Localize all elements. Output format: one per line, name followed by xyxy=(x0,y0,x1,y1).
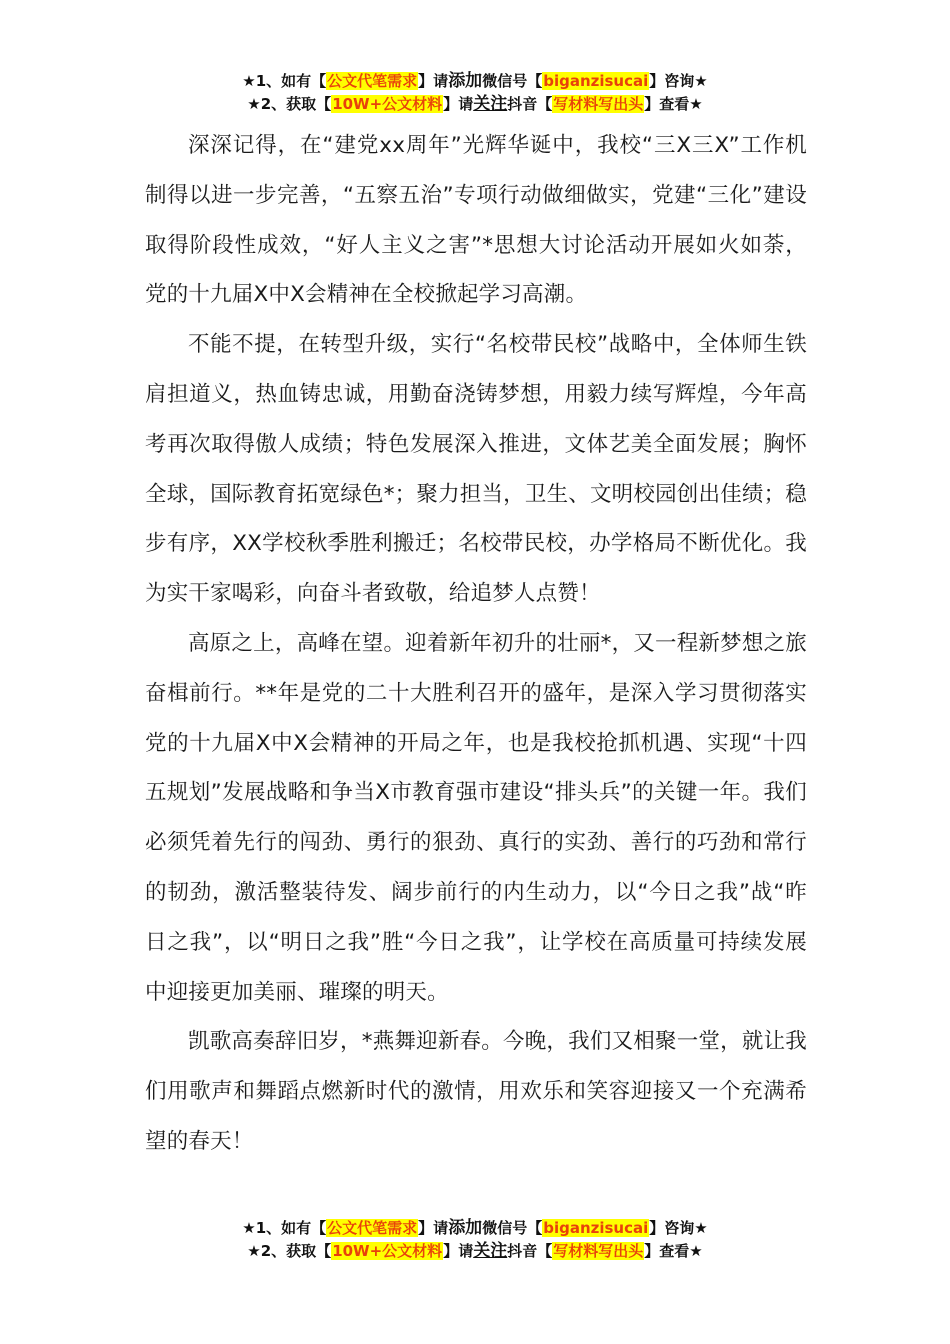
promo-text: ★2、获取【 xyxy=(247,95,332,113)
promo-douyin-id: 写材料写出头 xyxy=(553,95,644,113)
body-paragraph-3: 高原之上，高峰在望。迎着新年初升的壮丽*，又一程新梦想之旅奋楫前行。**年是党的二十大胜利召开的盛年，是深入学习贯彻落实党的十九届X中X会精神的开局之年，也是我校抢抓机遇、实现“十四五规划”发展战略和争当X市教育强市建设“排头兵”的关键一年。我们必须凭着先行的闯劲、勇行的狠劲、真行的实劲、善行的巧劲和常行的韧劲，激活整装待发、阔步前行的内生动力，以“今日之我”战“昨日之我”，以“明日之我”胜“今日之我”，让学校在高质量可持续发展中迎接更加美丽、璀璨的明天。 xyxy=(145,630,807,1005)
promo-douyin-id: 写材料写出头 xyxy=(553,1242,644,1260)
promo-text: ★2、获取【 xyxy=(247,1242,332,1260)
promo-wechat-id: biganzisucai xyxy=(543,72,649,90)
promo-highlight: 公文代笔需求 xyxy=(327,72,418,90)
promo-highlight: 10W+公文材料 xyxy=(332,1242,443,1260)
header-promo-banner xyxy=(0,70,950,116)
promo-wechat-id: biganzisucai xyxy=(543,1219,649,1237)
promo-text: 】咨询★ xyxy=(649,72,708,90)
body-paragraph-1: 深深记得，在“建党xx周年”光辉华诞中，我校“三X三X”工作机制得以进一步完善，“五察五治”专项行动做细做实，党建“三化”建设取得阶段性成效，“好人主义之害”*思想大讨论活动开展如火如荼，党的十九届X中X会精神在全校掀起学习高潮。 xyxy=(145,133,807,308)
document-body xyxy=(145,121,807,1167)
footer-promo-banner xyxy=(0,1217,950,1263)
promo-emphasis: 添加 xyxy=(448,1218,483,1238)
promo-text: 】请 xyxy=(418,1219,449,1237)
promo-text: 】查看★ xyxy=(644,95,703,113)
promo-emphasis: 关注 xyxy=(473,94,508,114)
body-paragraph-2: 不能不提，在转型升级，实行“名校带民校”战略中，全体师生铁肩担道义，热血铸忠诚，用勤奋浇铸梦想，用毅力续写辉煌，今年高考再次取得傲人成绩；特色发展深入推进，文体艺美全面发展；胸怀全球，国际教育拓宽绿色*；聚力担当，卫生、文明校园创出佳绩；稳步有序，XX学校秋季胜利搬迁；名校带民校，办学格局不断优化。我为实干家喝彩，向奋斗者致敬，给追梦人点赞！ xyxy=(145,332,807,607)
body-paragraph-4: 凯歌高奏辞旧岁，*燕舞迎新春。今晚，我们又相聚一堂，就让我们用歌声和舞蹈点燃新时代的激情，用欢乐和笑容迎接又一个充满希望的春天！ xyxy=(145,1029,807,1154)
footer-promo-line-2 xyxy=(0,1240,950,1263)
promo-text: 抖音【 xyxy=(507,95,553,113)
promo-emphasis: 关注 xyxy=(473,1241,508,1261)
promo-text: 】请 xyxy=(418,72,449,90)
promo-text: 】咨询★ xyxy=(649,1219,708,1237)
footer-promo-line-1 xyxy=(0,1217,950,1240)
header-promo-line-2 xyxy=(0,93,950,116)
promo-highlight: 10W+公文材料 xyxy=(332,95,443,113)
promo-text: 】请 xyxy=(443,1242,474,1260)
promo-text: 抖音【 xyxy=(507,1242,553,1260)
promo-text: 】查看★ xyxy=(644,1242,703,1260)
promo-text: ★1、如有【 xyxy=(242,72,327,90)
promo-text: 微信号【 xyxy=(482,72,543,90)
promo-text: 微信号【 xyxy=(482,1219,543,1237)
promo-text: 】请 xyxy=(443,95,474,113)
promo-emphasis: 添加 xyxy=(448,71,483,91)
promo-text: ★1、如有【 xyxy=(242,1219,327,1237)
header-promo-line-1 xyxy=(0,70,950,93)
promo-highlight: 公文代笔需求 xyxy=(327,1219,418,1237)
